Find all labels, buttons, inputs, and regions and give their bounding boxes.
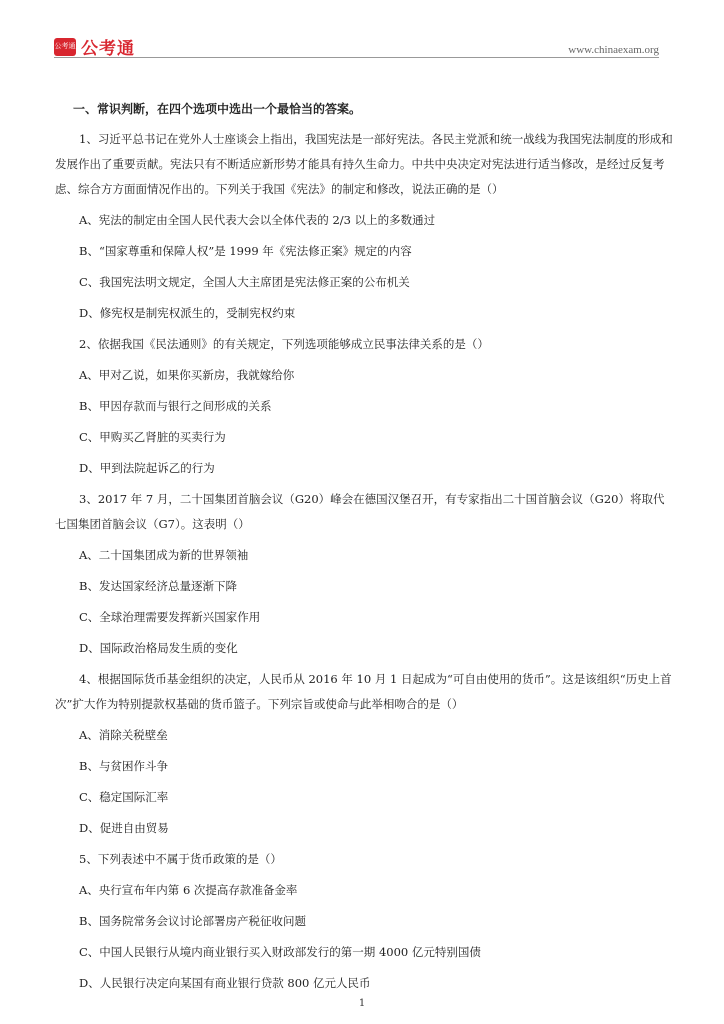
question-stem: 1、习近平总书记在党外人士座谈会上指出，我国宪法是一部好宪法。各民主党派和统一战线为我国宪法制度的形成和发展作出了重要贡献。宪法只有不断适应新形势才能具有持久生命力。中共中央决定对宪法进行适当修改，是经过反复考虑、综合方方面面情况作出的。下列关于我国《宪法》的制定和修改，说法正确的是（） <box>55 132 673 196</box>
question-3 <box>55 487 675 661</box>
page-number: 1 <box>358 998 366 1009</box>
section-title: 一、常识判断，在四个选项中选出一个最恰当的答案。 <box>73 102 362 116</box>
question-2 <box>55 332 675 481</box>
option-b: B、甲因存款而与银行之间形成的关系 <box>79 399 272 413</box>
option-a: A、宪法的制定由全国人民代表大会以全体代表的 2/3 以上的多数通过 <box>79 213 436 227</box>
question-stem: 2、依据我国《民法通则》的有关规定，下列选项能够成立民事法律关系的是（） <box>79 337 489 351</box>
option-a: A、甲对乙说，如果你买新房，我就嫁给你 <box>79 368 295 382</box>
site-url: www.chinaexam.org <box>568 44 659 56</box>
logo-badge: 公考通 <box>54 38 76 56</box>
option-d: D、促进自由贸易 <box>79 821 169 835</box>
option-d: D、甲到法院起诉乙的行为 <box>79 461 215 475</box>
option-a: A、央行宣布年内第 6 次提高存款准备金率 <box>79 883 298 897</box>
header-rule <box>54 57 659 58</box>
option-c: C、稳定国际汇率 <box>79 790 169 804</box>
option-d: D、修宪权是制宪权派生的，受制宪权约束 <box>79 306 296 320</box>
option-b: B、国务院常务会议讨论部署房产税征收问题 <box>79 914 306 928</box>
question-stem: 4、根据国际货币基金组织的决定，人民币从 2016 年 10 月 1 日起成为“可自由使用的货币”。这是该组织“历史上首次”扩大作为特别提款权基础的货币篮子。下列宗旨或使命与此举相吻合的是（） <box>55 672 672 711</box>
question-4 <box>55 667 675 841</box>
option-c: C、中国人民银行从境内商业银行买入财政部发行的第一期 4000 亿元特别国债 <box>79 945 481 959</box>
option-b: B、发达国家经济总量逐渐下降 <box>79 579 237 593</box>
option-b: B、“国家尊重和保障人权”是 1999 年《宪法修正案》规定的内容 <box>79 244 412 258</box>
option-c: C、全球治理需要发挥新兴国家作用 <box>79 610 261 624</box>
option-a: A、消除关税壁垒 <box>79 728 168 742</box>
option-c: C、甲购买乙肾脏的买卖行为 <box>79 430 226 444</box>
question-1 <box>55 127 675 326</box>
option-a: A、二十国集团成为新的世界领袖 <box>79 548 249 562</box>
logo-text: 公考通 <box>81 39 135 59</box>
document-body <box>55 100 675 996</box>
logo <box>54 34 135 59</box>
option-b: B、与贫困作斗争 <box>79 759 168 773</box>
option-c: C、我国宪法明文规定，全国人大主席团是宪法修正案的公布机关 <box>79 275 410 289</box>
page-header <box>0 0 724 62</box>
option-d: D、人民银行决定向某国有商业银行贷款 800 亿元人民币 <box>79 976 371 990</box>
option-d: D、国际政治格局发生质的变化 <box>79 641 238 655</box>
question-5 <box>55 847 675 996</box>
question-stem: 3、2017 年 7 月，二十国集团首脑会议（G20）峰会在德国汉堡召开，有专家指出二十国首脑会议（G20）将取代七国集团首脑会议（G7）。这表明（） <box>55 492 665 531</box>
question-stem: 5、下列表述中不属于货币政策的是（） <box>79 852 282 866</box>
